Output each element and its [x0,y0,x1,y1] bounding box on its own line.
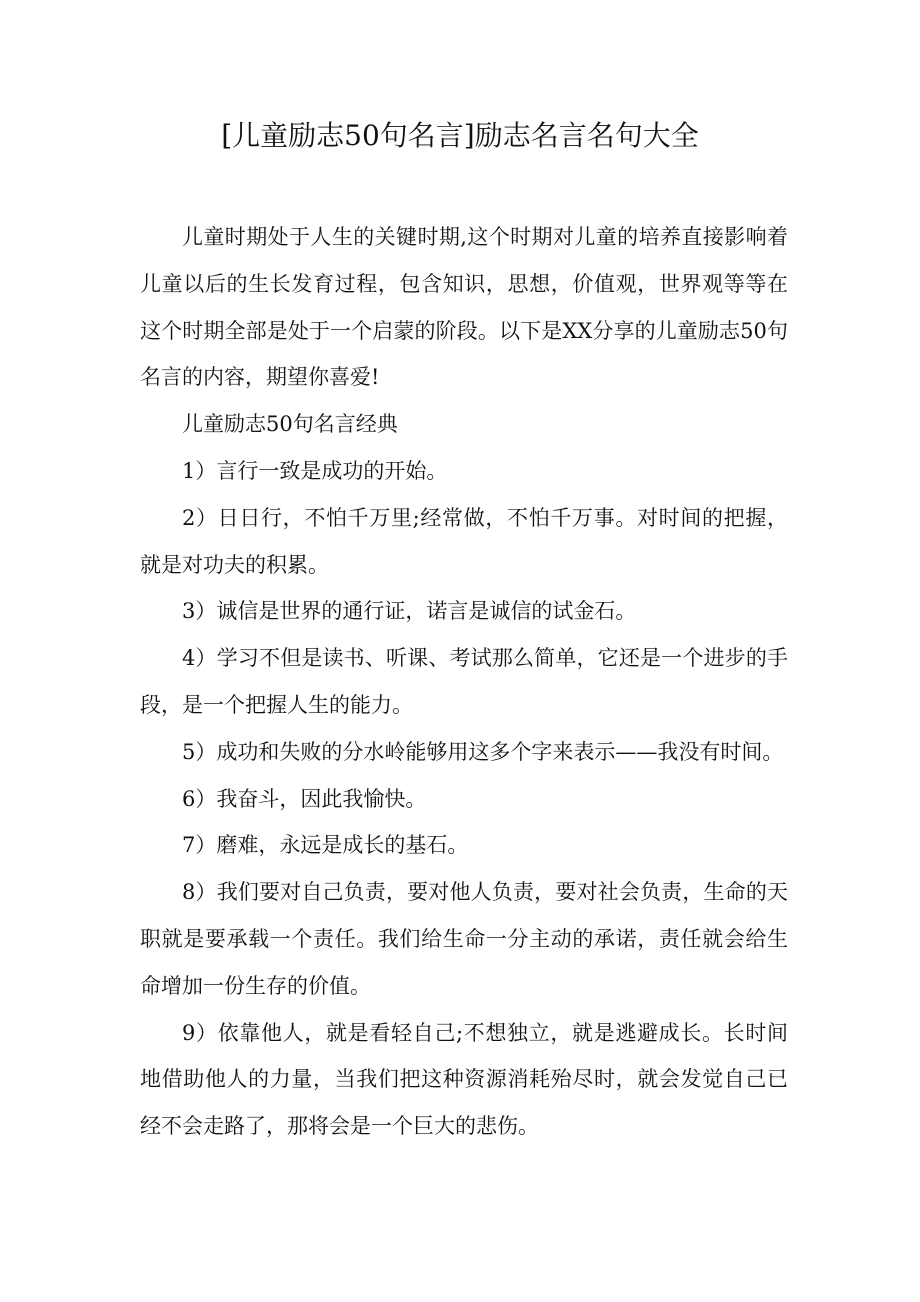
quote-item: 4）学习不但是读书、听课、考试那么简单，它还是一个进步的手段，是一个把握人生的能力。 [140,646,788,717]
section-heading: 儿童励志50句名言经典 [182,412,398,437]
quote-item: 1）言行一致是成功的开始。 [182,458,448,483]
quote-item: 3）诚信是世界的通行证，诺言是诚信的试金石。 [182,599,637,624]
quote-item: 9）依靠他人，就是看轻自己;不想独立，就是逃避成长。长时间地借助他人的力量，当我们把这种资源消耗殆尽时，就会发觉自己已经不会走路了，那将会是一个巨大的悲伤。 [140,1020,788,1139]
quote-item: 8）我们要对自己负责，要对他人负责，要对社会负责，生命的天职就是要承载一个责任。我们给生命一分主动的承诺，责任就会给生命增加一份生存的价值。 [140,880,788,998]
document-body [140,214,788,1150]
quote-item: 2）日日行，不怕千万里;经常做，不怕千万事。对时间的把握，就是对功夫的积累。 [140,505,788,577]
quote-item: 6）我奋斗，因此我愉快。 [182,786,427,811]
document-title: [儿童励志50句名言]励志名言名句大全 [221,119,699,152]
quote-item: 7）磨难，永远是成长的基石。 [182,833,469,858]
quote-item: 5）成功和失败的分水岭能够用这多个字来表示——我没有时间。 [182,739,784,764]
intro-paragraph: 儿童时期处于人生的关键时期,这个时期对儿童的培养直接影响着儿童以后的生长发育过程，包含知识，思想，价值观，世界观等等在这个时期全部是处于一个启蒙的阶段。以下是XX分享的儿童励志50句名言的内容，期望你喜爱! [140,225,788,390]
